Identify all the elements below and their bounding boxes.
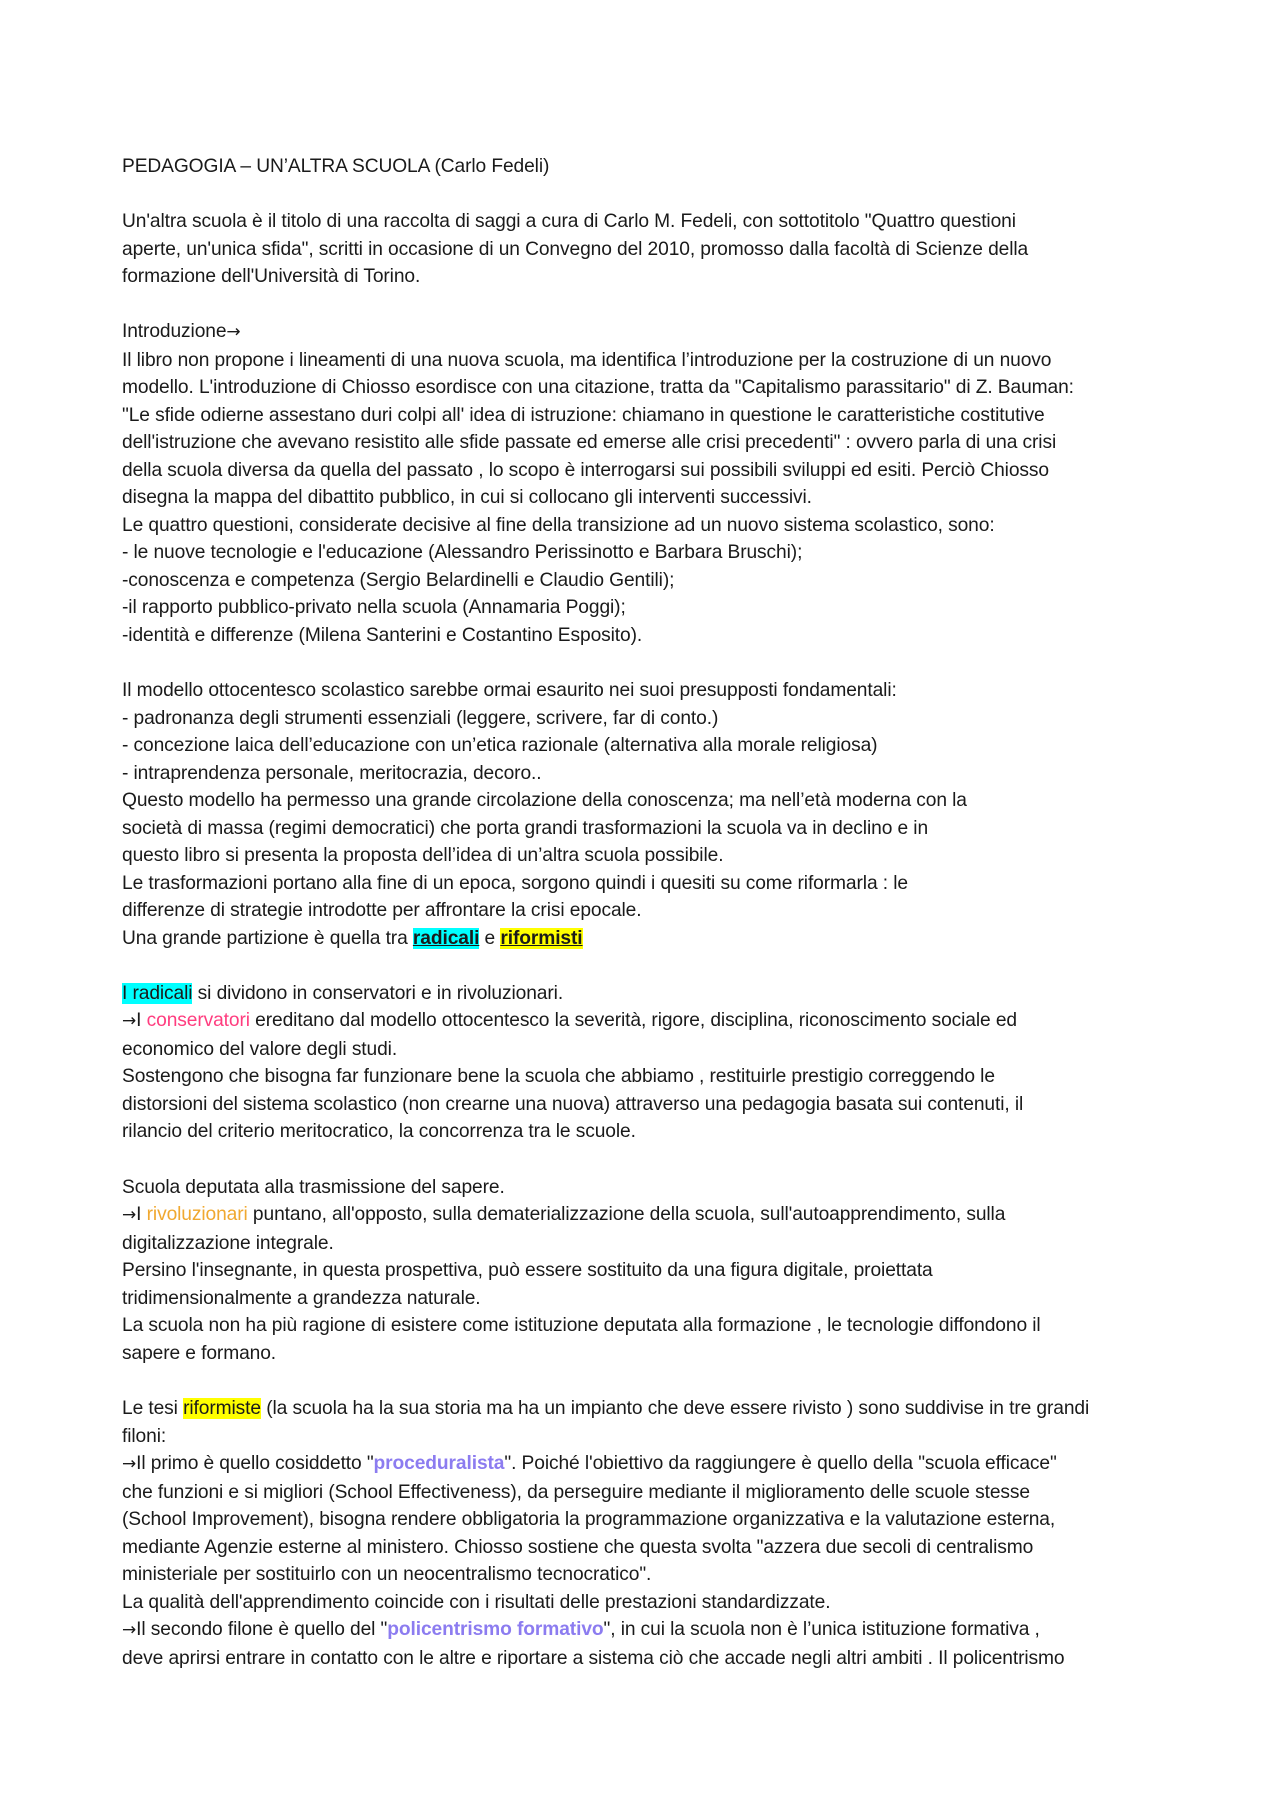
policentrismo-term: policentrismo formativo <box>387 1619 604 1640</box>
arrow-right-icon: → <box>122 1205 137 1225</box>
riformiste-section <box>122 1395 1160 1672</box>
list-item: - intraprendenza personale, meritocrazia, decoro.. <box>122 762 542 784</box>
text-line: formazione dell'Università di Torino. <box>122 266 421 287</box>
arrow-right-icon: → <box>226 322 241 342</box>
list-item: - padronanza degli strumenti essenziali (leggere, scrivere, far di conto.) <box>122 707 719 729</box>
list-item: -identità e differenze (Milena Santerini e Costantino Esposito). <box>122 624 643 646</box>
text-line: (School Improvement), bisogna rendere obbligatoria la programmazione organizzativa e la valutazione esterna, <box>122 1509 1056 1530</box>
partition-line: Una grande partizione è quella tra radicali e riformisti <box>122 927 583 949</box>
policentrismo-line: →Il secondo filone è quello del "policentrismo formativo", in cui la scuola non è l’unica istituzione formativa , <box>122 1619 1040 1640</box>
text-line: deve aprirsi entrare in contatto con le altre e riportare a sistema ciò che accade negli altri ambiti . Il policentrismo <box>122 1647 1065 1669</box>
text-line: modello. L'introduzione di Chiosso esordisce con una citazione, tratta da "Capitalismo parassitario" di Z. Bauman: <box>122 377 1074 398</box>
text-line: disegna la mappa del dibattito pubblico, in cui si collocano gli interventi successivi. <box>122 487 812 508</box>
intro-paragraph <box>122 208 1160 291</box>
conservatori-term: conservatori <box>146 1010 250 1031</box>
text-line: "Le sfide odierne assestano duri colpi all' idea di istruzione: chiamano in questione le caratteristiche costitutive <box>122 404 1045 426</box>
text-line: aperte, un'unica sfida", scritti in occasione di un Convegno del 2010, promosso dalla facoltà di Scienze della <box>122 238 1029 260</box>
radicali-highlight: radicali <box>412 927 480 949</box>
text-line: filoni: <box>122 1425 167 1447</box>
text-line: rilancio del criterio meritocratico, la concorrenza tra le scuole. <box>122 1121 636 1142</box>
introduzione-heading: Introduzione→ <box>122 321 241 342</box>
proceduralista-term: proceduralista <box>373 1453 505 1474</box>
arrow-right-icon: → <box>122 1620 137 1640</box>
text-line: Un'altra scuola è il titolo di una raccolta di saggi a cura di Carlo M. Fedeli, con sottotitolo "Quattro questioni <box>122 211 1016 232</box>
text-line: società di massa (regimi democratici) che porta grandi trasformazioni la scuola va in declino e in <box>122 817 929 839</box>
text-line: economico del valore degli studi. <box>122 1038 398 1060</box>
riformiste-highlight: riformiste <box>183 1398 261 1419</box>
list-item: - concezione laica dell’educazione con un’etica razionale (alternativa alla morale religiosa) <box>122 735 878 756</box>
text-line: ministeriale per sostituirlo con un neocentralismo tecnocratico". <box>122 1564 652 1585</box>
text-line: Persino l'insegnante, in questa prospettiva, può essere sostituito da una figura digitale, proiettata <box>122 1260 933 1281</box>
riformisti-highlight: riformisti <box>500 927 583 949</box>
text-line: digitalizzazione integrale. <box>122 1232 334 1254</box>
rivoluzionari-line: →I rivoluzionari puntano, all'opposto, sulla dematerializzazione della scuola, sull'autoapprendimento, sulla <box>122 1204 1006 1225</box>
text-line: differenze di strategie introdotte per affrontare la crisi epocale. <box>122 900 642 921</box>
text-line: Il libro non propone i lineamenti di una nuova scuola, ma identifica l’introduzione per la costruzione di un nuovo <box>122 349 1052 371</box>
text-line: Sostengono che bisogna far funzionare bene la scuola che abbiamo , restituirle prestigio correggendo le <box>122 1066 995 1087</box>
rivoluzionari-term: rivoluzionari <box>146 1204 248 1225</box>
text-line: tridimensionalmente a grandezza naturale. <box>122 1287 481 1309</box>
text-line: della scuola diversa da quella del passato , lo scopo è interrogarsi sui possibili sviluppi ed esiti. Perciò Chiosso <box>122 459 1049 481</box>
text-line: che funzioni e si migliori (School Effectiveness), da perseguire mediante il miglioramento delle scuole stesse <box>122 1481 1030 1503</box>
list-item: - le nuove tecnologie e l'educazione (Alessandro Perissinotto e Barbara Bruschi); <box>122 542 803 563</box>
text-line: mediante Agenzie esterne al ministero. Chiosso sostiene che questa svolta "azzera due secoli di centralismo <box>122 1536 1034 1558</box>
conservatori-line: →I conservatori ereditano dal modello ottocentesco la severità, rigore, disciplina, riconoscimento sociale ed <box>122 1010 1017 1031</box>
text-line: Le quattro questioni, considerate decisive al fine della transizione ad un nuovo sistema scolastico, sono: <box>122 514 995 536</box>
rivoluzionari-section <box>122 1174 1160 1368</box>
text-line: Scuola deputata alla trasmissione del sapere. <box>122 1176 505 1198</box>
proceduralista-line: →Il primo è quello cosiddetto "proceduralista". Poiché l'obiettivo da raggiungere è quello della "scuola efficace" <box>122 1453 1057 1474</box>
document-title: PEDAGOGIA – UN’ALTRA SCUOLA (Carlo Fedeli) <box>122 156 550 177</box>
arrow-right-icon: → <box>122 1011 137 1031</box>
text-line: distorsioni del sistema scolastico (non crearne una nuova) attraverso una pedagogia basata sui contenuti, il <box>122 1093 1024 1115</box>
text-line: Le trasformazioni portano alla fine di un epoca, sorgono quindi i quesiti su come riformarla : le <box>122 872 908 894</box>
text-line: La scuola non ha più ragione di esistere come istituzione deputata alla formazione , le tecnologie diffondono il <box>122 1315 1041 1336</box>
model-section <box>122 677 1160 952</box>
arrow-right-icon: → <box>122 1454 137 1474</box>
radicali-lead: I radicali si dividono in conservatori e in rivoluzionari. <box>122 982 564 1004</box>
introduzione-section <box>122 318 1160 649</box>
text-line: sapere e formano. <box>122 1342 277 1364</box>
list-item: -il rapporto pubblico-privato nella scuola (Annamaria Poggi); <box>122 597 626 618</box>
document-body <box>122 153 1160 1672</box>
riformiste-lead: Le tesi riformiste (la scuola ha la sua storia ma ha un impianto che deve essere rivisto ) sono suddivise in tre grandi <box>122 1398 1090 1419</box>
text-line: questo libro si presenta la proposta dell’idea di un’altra scuola possibile. <box>122 845 724 866</box>
radicali-lead-highlight: I radicali <box>122 982 193 1004</box>
radicali-section <box>122 980 1160 1146</box>
list-item: -conoscenza e competenza (Sergio Belardinelli e Claudio Gentili); <box>122 569 675 591</box>
text-line: La qualità dell'apprendimento coincide con i risultati delle prestazioni standardizzate. <box>122 1591 831 1613</box>
text-line: Il modello ottocentesco scolastico sarebbe ormai esaurito nei suoi presupposti fondamentali: <box>122 680 897 701</box>
text-line: Questo modello ha permesso una grande circolazione della conoscenza; ma nell’età moderna con la <box>122 790 967 811</box>
text-line: dell'istruzione che avevano resistito alle sfide passate ed emerse alle crisi precedenti" : ovvero parla di una crisi <box>122 432 1057 453</box>
